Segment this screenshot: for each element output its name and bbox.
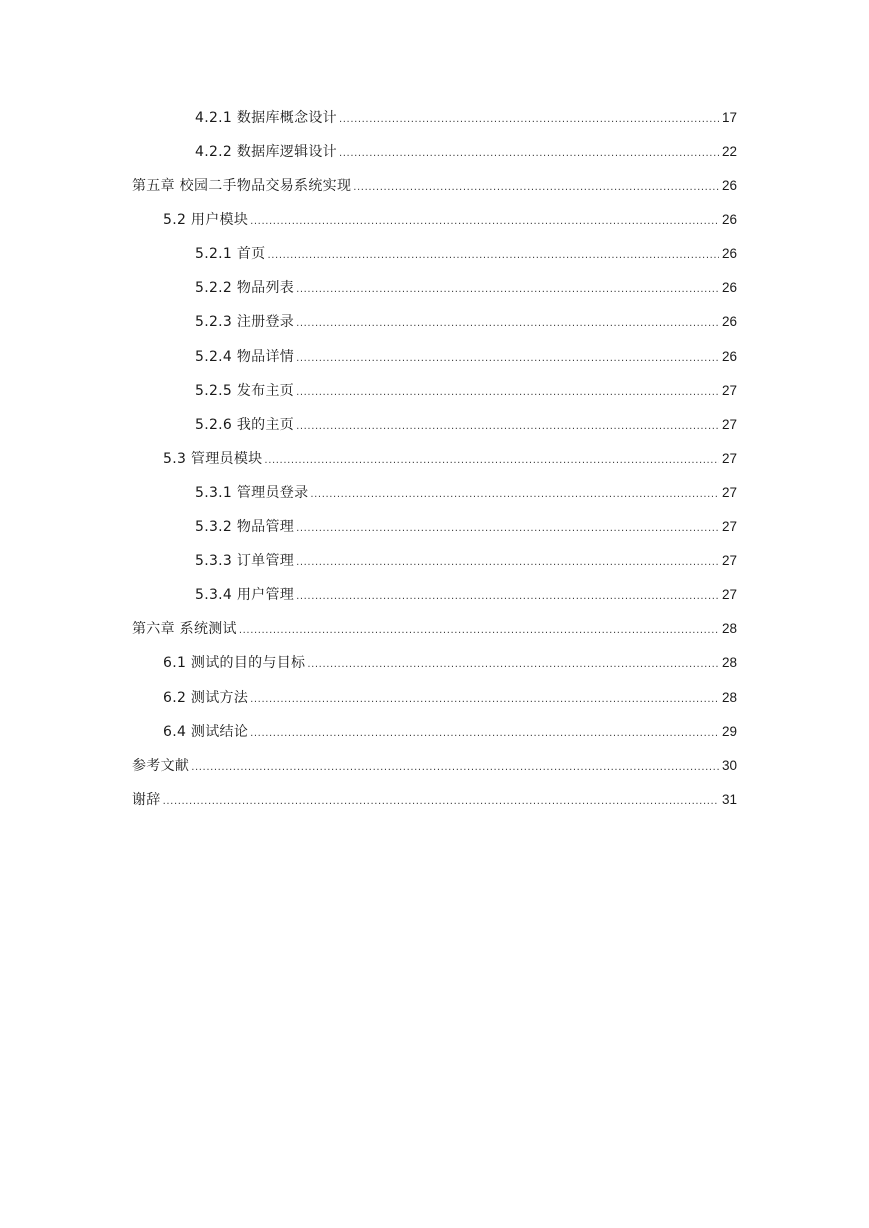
toc-entry-title: 5.2.3 注册登录 [195, 314, 295, 330]
toc-dot-leader [339, 147, 719, 161]
toc-entry-5-3-4[interactable] [195, 582, 737, 604]
toc-entry-5-2-2[interactable] [195, 275, 737, 297]
toc-entry-5-2-5[interactable] [195, 378, 737, 400]
toc-dot-leader [239, 624, 719, 638]
toc-page-number: 27 [721, 553, 737, 568]
toc-entry-5-2-6[interactable] [195, 412, 737, 434]
toc-entry-title: 第六章 系统测试 [132, 621, 237, 637]
toc-entry-title: 5.2.5 发布主页 [195, 383, 295, 399]
toc-entry-title: 5.2 用户模块 [163, 212, 249, 228]
toc-entry-5-2-3[interactable] [195, 309, 737, 331]
toc-dot-leader [296, 317, 719, 331]
toc-dot-leader [267, 249, 719, 263]
toc-entry-title: 5.3.1 管理员登录 [195, 485, 309, 501]
toc-entry-title: 谢辞 [132, 792, 161, 808]
toc-entry-acknowledgements[interactable] [132, 787, 737, 809]
toc-entry-title: 参考文献 [132, 758, 190, 774]
toc-entry-chapter-5[interactable] [132, 173, 737, 195]
toc-entry-5-2[interactable] [163, 207, 737, 229]
toc-page-number: 26 [721, 178, 737, 193]
toc-entry-references[interactable] [132, 753, 737, 775]
toc-entry-title: 5.3 管理员模块 [163, 451, 263, 467]
toc-page-number: 27 [721, 485, 737, 500]
toc-page-number: 27 [721, 383, 737, 398]
toc-entry-title: 5.3.3 订单管理 [195, 553, 295, 569]
toc-page-number: 27 [721, 417, 737, 432]
toc-dot-leader [296, 590, 719, 604]
toc-entry-4-2-2[interactable] [195, 139, 737, 161]
toc-page-number: 27 [721, 451, 737, 466]
toc-dot-leader [310, 488, 719, 502]
toc-page-number: 28 [721, 655, 737, 670]
toc-dot-leader [163, 795, 719, 809]
toc-entry-6-2[interactable] [163, 685, 737, 707]
toc-dot-leader [296, 420, 719, 434]
toc-entry-title: 4.2.1 数据库概念设计 [195, 110, 337, 126]
toc-entry-title: 5.3.2 物品管理 [195, 519, 295, 535]
toc-dot-leader [296, 522, 719, 536]
toc-entry-6-4[interactable] [163, 719, 737, 741]
toc-entry-title: 5.2.2 物品列表 [195, 280, 295, 296]
toc-dot-leader [250, 727, 719, 741]
toc-entry-title: 5.2.1 首页 [195, 246, 266, 262]
toc-dot-leader [307, 658, 719, 672]
toc-page-number: 30 [721, 758, 737, 773]
toc-page-number: 17 [721, 110, 737, 125]
toc-dot-leader [339, 113, 719, 127]
toc-entry-chapter-6[interactable] [132, 616, 737, 638]
toc-entry-title: 6.4 测试结论 [163, 724, 249, 740]
toc-page-number: 26 [721, 314, 737, 329]
toc-dot-leader [296, 556, 719, 570]
toc-entry-title: 5.2.6 我的主页 [195, 417, 295, 433]
toc-entry-title: 第五章 校园二手物品交易系统实现 [132, 178, 352, 194]
toc-dot-leader [250, 215, 719, 229]
toc-entry-5-2-4[interactable] [195, 344, 737, 366]
toc-dot-leader [264, 454, 719, 468]
toc-page-number: 31 [721, 792, 737, 807]
toc-dot-leader [250, 693, 719, 707]
toc-page-number: 27 [721, 519, 737, 534]
toc-page-number: 29 [721, 724, 737, 739]
toc-entry-5-3-3[interactable] [195, 548, 737, 570]
toc-entry-5-2-1[interactable] [195, 241, 737, 263]
toc-page-number: 26 [721, 246, 737, 261]
toc-entry-5-3-1[interactable] [195, 480, 737, 502]
toc-entry-title: 5.3.4 用户管理 [195, 587, 295, 603]
toc-dot-leader [191, 761, 719, 775]
toc-page-number: 26 [721, 349, 737, 364]
toc-entry-4-2-1[interactable] [195, 105, 737, 127]
toc-entry-5-3-2[interactable] [195, 514, 737, 536]
toc-entry-title: 6.1 测试的目的与目标 [163, 655, 306, 671]
toc-dot-leader [353, 181, 719, 195]
toc-page-number: 26 [721, 280, 737, 295]
toc-page-number: 28 [721, 690, 737, 705]
toc-dot-leader [296, 283, 719, 297]
toc-page-number: 22 [721, 144, 737, 159]
toc-dot-leader [296, 352, 719, 366]
toc-entry-title: 5.2.4 物品详情 [195, 349, 295, 365]
toc-page-number: 28 [721, 621, 737, 636]
toc-entry-title: 6.2 测试方法 [163, 690, 249, 706]
toc-entry-6-1[interactable] [163, 650, 737, 672]
toc-entry-5-3[interactable] [163, 446, 737, 468]
toc-page-number: 27 [721, 587, 737, 602]
toc-entry-title: 4.2.2 数据库逻辑设计 [195, 144, 337, 160]
toc-dot-leader [296, 386, 719, 400]
toc-page-number: 26 [721, 212, 737, 227]
